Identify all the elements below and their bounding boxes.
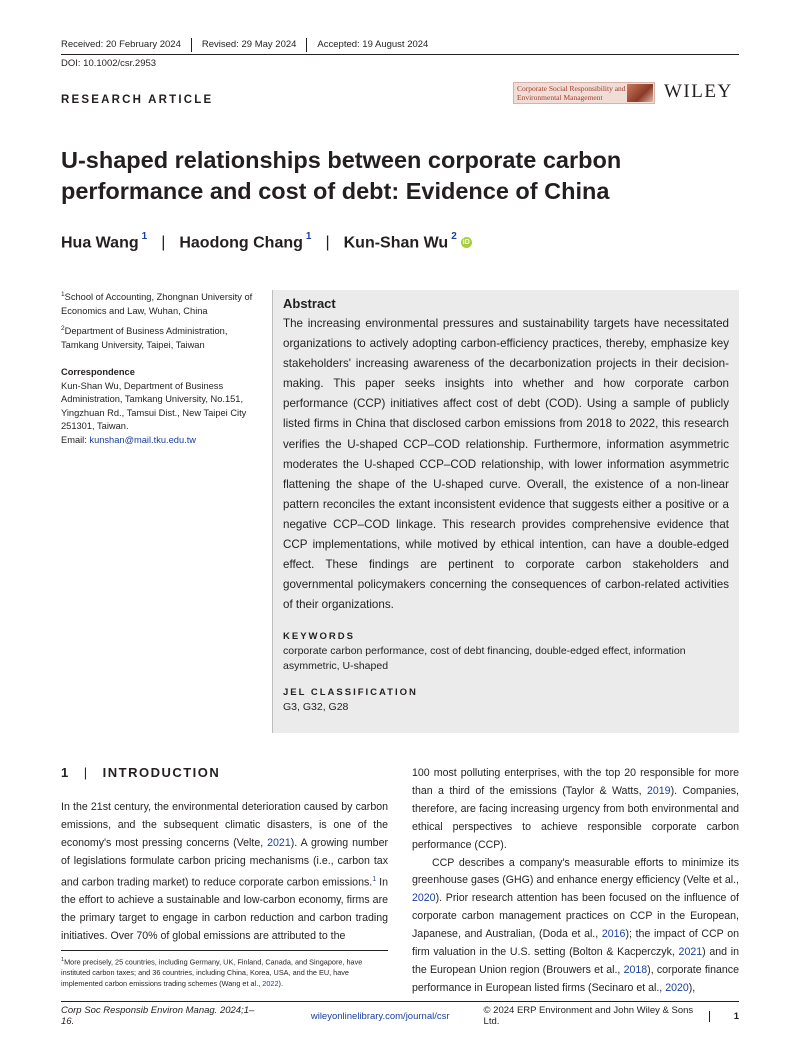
section-heading bbox=[61, 765, 220, 780]
body-column-right bbox=[412, 765, 739, 998]
page-number: 1 bbox=[709, 1011, 739, 1022]
author[interactable]: Haodong Chang $^1$ bbox=[179, 231, 312, 252]
jel-heading: JEL CLASSIFICATION bbox=[283, 687, 418, 699]
article-dates bbox=[61, 38, 448, 52]
affiliation-1: $^1$School of Accounting, Zhongnan University of Economics and Law, Wuhan, China bbox=[61, 291, 253, 316]
citation-link[interactable]: 2020 bbox=[412, 892, 436, 905]
orcid-icon[interactable]: iD bbox=[462, 239, 470, 247]
author-separator: | bbox=[161, 233, 166, 251]
citation-link[interactable]: 2019 bbox=[647, 784, 671, 797]
received-date: Received: 20 February 2024 bbox=[61, 38, 192, 52]
citation-link[interactable]: 2021 bbox=[678, 946, 703, 959]
paragraph: CCP describes a company's measurable efforts to minimize its greenhouse gases (GHG) and enhance energy efficiency (Velte et al., 2020). Prior research attention has been focused on the influence of corporate carbon management practices on CCP in the European, Japanese, and Australian, (Doda et al., 2016); the impact of CCP on firm valuation in the U.S. setting (Bolton & Kacperczyk, 2021) and in the European Union region (Brouwers et al., 2018), corporate finance performance in European listed firms (Secinaro et al., 2020), bbox=[412, 856, 740, 994]
journal-logo bbox=[513, 82, 655, 104]
article-type: RESEARCH ARTICLE bbox=[61, 94, 214, 106]
author-separator: | bbox=[325, 233, 330, 251]
section-separator: | bbox=[83, 765, 89, 780]
footnote: $^1$More precisely, 25 countries, including Germany, UK, Finland, Canada, and Singapore, have instituted carbon taxes; and 36 countries, including China, Korea, USA, and the EU, have implemented carbon emissions trading schemes (Wang et al., 2022). bbox=[61, 957, 363, 989]
paragraph: 100 most polluting enterprises, with the top 20 responsible for more than a third of the emissions (Taylor & Watts, 2019). Companies, therefore, are facing increasing urgency from both environmental and ethical perspectives to achieve responsible corporate carbon performance (CCP). bbox=[412, 767, 739, 851]
email-link[interactable]: kunshan@mail.tku.edu.tw bbox=[89, 434, 197, 445]
abstract-text: The increasing environmental pressures and sustainability targets have necessitated organizations to actively adopting carbon-efficiency practices, thereby, emphasize key stakeholders' increasing awareness of the decarbonization projects in their decision-making. This paper seeks insights into whether and how corporate carbon performance (CCP) initiatives affect cost of debt (COD). Using a sample of publicly listed firms in China that disclosed carbon emissions from 2018 to 2022, this research verifies the U-shaped CCP–COD relationship. Furthermore, information asymmetric moderates the U-shaped CCP–COD relationship, with lower information asymmetric flattening the shape of the U-shaped curve. Overall, the existence of a non-linear pattern reconciles the extant inconsistent evidence that suggests either a positive or a negative CCP–COD linkage. This research provides comprehensive evidence that CCP implementations, while motived by ethical intention, can have a double-edged effect. These findings are pertinent to corporate carbon stakeholders and governmental policymakers concerning the consequences of carbon-related activities of their organizations. bbox=[283, 317, 729, 612]
section-number: 1 bbox=[61, 765, 70, 780]
journal-url-link[interactable]: wileyonlinelibrary.com/journal/csr bbox=[310, 1010, 450, 1022]
citation-link[interactable]: 2021 bbox=[267, 836, 291, 849]
page-footer bbox=[61, 1005, 739, 1027]
affiliation-2: $^2$Department of Business Administration, Tamkang University, Taipei, Taiwan bbox=[61, 325, 228, 350]
body-column-left bbox=[61, 799, 388, 946]
journal-name: Corporate Social Responsibility and Environmental Management bbox=[517, 84, 626, 102]
keywords-heading: KEYWORDS bbox=[283, 631, 355, 643]
keywords: corporate carbon performance, cost of debt financing, double-edged effect, information asymmetric, U-shaped bbox=[283, 645, 686, 673]
abstract-heading: Abstract bbox=[283, 296, 336, 311]
correspondence-heading: Correspondence bbox=[61, 367, 135, 378]
citation-link[interactable]: 2022 bbox=[262, 979, 279, 989]
article-title: U-shaped relationships between corporate carbon performance and cost of debt: Evidence of China bbox=[61, 147, 622, 204]
accepted-date: Accepted: 19 August 2024 bbox=[317, 39, 429, 50]
journal-citation: Corp Soc Responsib Environ Manag. 2024;1–16. bbox=[61, 1005, 255, 1027]
citation-link[interactable]: 2016 bbox=[601, 928, 626, 941]
author-list bbox=[61, 233, 472, 252]
header-rule bbox=[61, 54, 739, 55]
revised-date: Revised: 29 May 2024 bbox=[202, 38, 308, 52]
citation-link[interactable]: 2018 bbox=[623, 963, 648, 976]
footnote-rule bbox=[61, 950, 388, 951]
correspondence-email: Email: kunshan@mail.tku.edu.tw bbox=[61, 434, 197, 445]
affiliations bbox=[61, 288, 256, 451]
footnote-link[interactable]: 1 bbox=[372, 875, 377, 883]
jel-codes: G3, G32, G28 bbox=[283, 701, 349, 714]
copyright: © 2024 ERP Environment and John Wiley & Sons Ltd. bbox=[483, 1005, 694, 1027]
publisher-logo: WILEY bbox=[664, 81, 733, 102]
section-title: INTRODUCTION bbox=[102, 765, 221, 780]
citation-link[interactable]: 2020 bbox=[665, 981, 689, 994]
doi: DOI: 10.1002/csr.2953 bbox=[61, 58, 157, 69]
author[interactable]: Hua Wang $^1$ bbox=[61, 231, 148, 252]
author[interactable]: Kun-Shan Wu $^2$ bbox=[343, 231, 457, 252]
journal-cover-art bbox=[627, 84, 653, 102]
paragraph: In the 21st century, the environmental deterioration caused by carbon emissions, and the subsequent climatic disasters, is one of the economy's most pressing concerns (Velte, 2021). A growing number of legislations formulate carbon pricing mechanisms (i.e., carbon tax and carbon trading market) to reduce corporate carbon emissions.$^1$ In the effort to achieve a sustainable and low-carbon economy, firms are the primary target to engage in carbon reduction and carbon trading initiatives. Over 70% of global emissions are attributed to the bbox=[61, 801, 388, 942]
correspondence-address: Kun-Shan Wu, Department of Business Administration, Tamkang University, No.151, Yingzhuan Rd., Tamsui Dist., New Taipei City 251301, Taiwan. bbox=[61, 380, 247, 432]
abstract-box bbox=[272, 290, 739, 733]
footer-rule bbox=[61, 1001, 739, 1002]
